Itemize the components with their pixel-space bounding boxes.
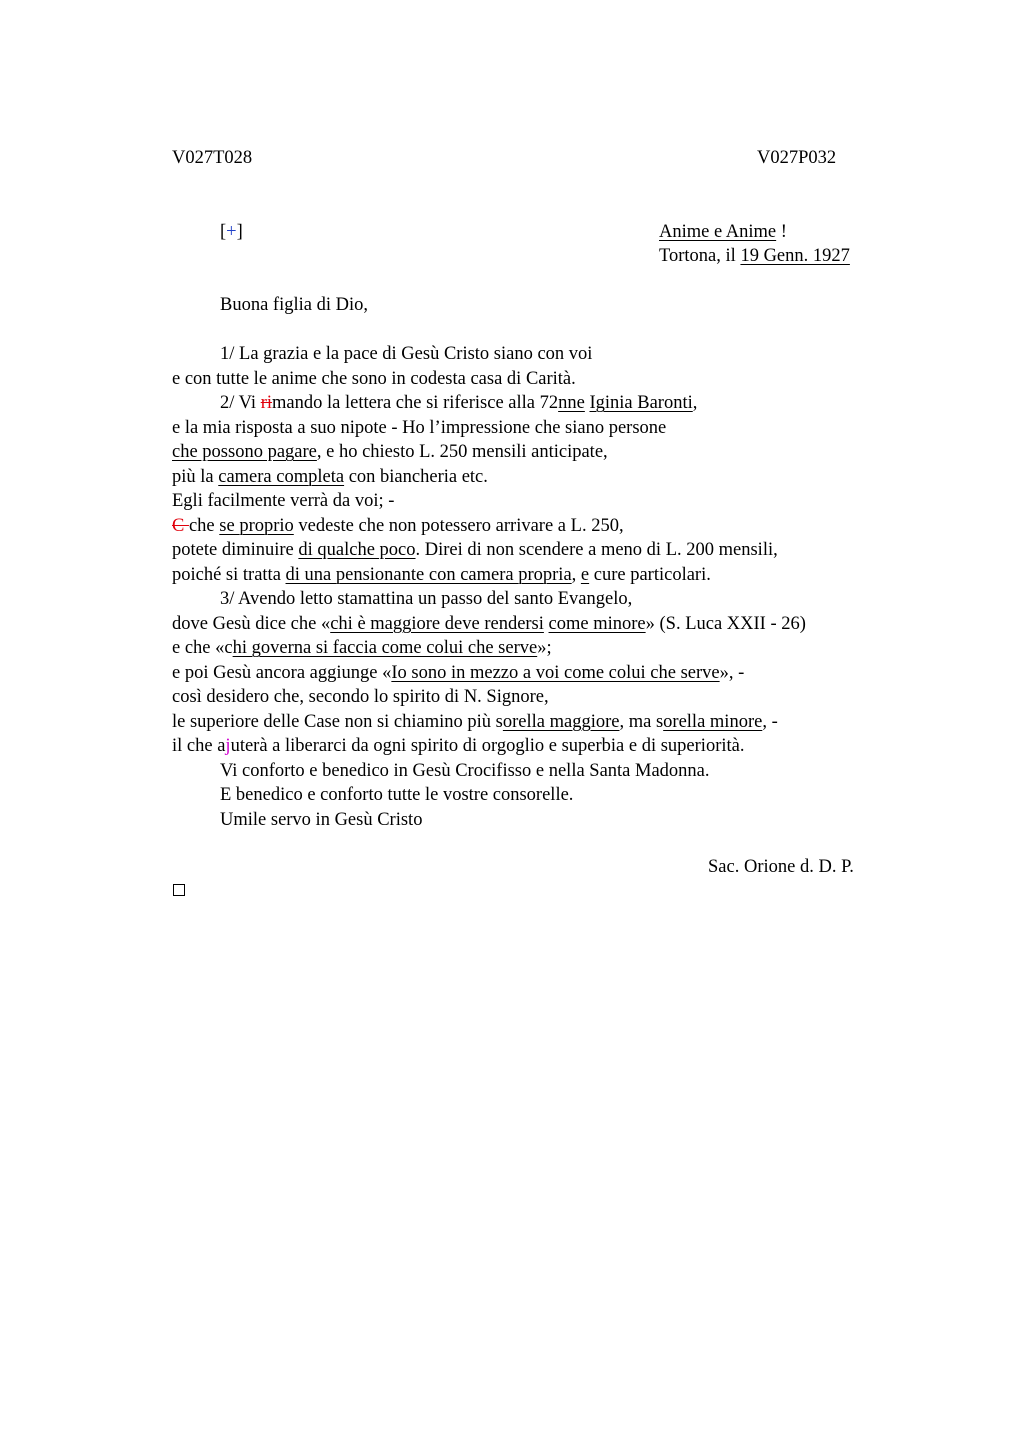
text-run: poiché si tratta: [172, 564, 286, 585]
underlined-text: che possono pagare: [172, 442, 317, 462]
text-run: . Direi di non scendere a meno di L. 200 mensili,: [415, 540, 778, 560]
motto: [659, 220, 787, 245]
motto-text: Anime e Anime: [659, 222, 777, 242]
cross-mark: [220, 220, 243, 245]
underlined-text: camera completa: [218, 466, 345, 487]
text-run: dove Gesù dice che «: [172, 613, 331, 634]
text-run: », -: [719, 662, 745, 683]
cross-icon: +: [226, 222, 237, 242]
text-run: mando la lettera che si riferisce alla 72: [272, 393, 559, 413]
text-run: » (S. Luca XXII - 26): [645, 613, 806, 634]
text-run: ,: [692, 393, 698, 413]
body-line: [172, 661, 882, 686]
underlined-text: Iginia Baronti: [589, 393, 693, 413]
body-line: 3/ Avendo letto stamattina un passo del santo Evangelo,: [220, 589, 633, 609]
deleted-text: C: [172, 515, 189, 536]
text-run: il che a: [172, 736, 226, 756]
body-line: Egli facilmente verrà da voi; -: [172, 491, 395, 511]
body-line: [172, 612, 882, 637]
body-line: [172, 391, 882, 416]
underlined-text: Io sono in mezzo a voi come colui che serve: [391, 662, 720, 683]
text-run: vedeste che non potessero arrivare a L. 250,: [293, 515, 624, 536]
letter-body: [172, 342, 882, 832]
place-date: [659, 244, 850, 269]
body-line: [172, 563, 882, 588]
text-run: »;: [537, 638, 552, 658]
underlined-text: nne: [558, 393, 585, 413]
underlined-text: chi è maggiore deve rendersi: [330, 613, 544, 634]
text-run: le superiore delle Case non si chiamino più s: [172, 711, 503, 732]
text-run: e poi Gesù ancora aggiunge «: [172, 662, 392, 683]
body-line: così desidero che, secondo lo spirito di N. Signore,: [172, 687, 549, 707]
underlined-text: orella minore: [663, 711, 763, 732]
place-prefix: Tortona, il: [659, 246, 741, 266]
underlined-text: di una pensionante con camera propria: [285, 564, 572, 585]
salutation: Buona figlia di Dio,: [220, 295, 368, 315]
text-run: cure particolari.: [589, 564, 711, 585]
underlined-text: orella maggiore: [502, 711, 620, 732]
underlined-text: di qualche poco: [298, 540, 416, 560]
body-line: e con tutte le anime che sono in codesta casa di Carità.: [172, 368, 576, 389]
bracket-open: [: [220, 222, 227, 242]
text-run: con biancheria etc.: [344, 466, 488, 487]
text-run: , -: [762, 711, 778, 732]
body-line: [172, 734, 882, 759]
closing-line: Vi conforto e benedico in Gesù Crocifisso e nella Santa Madonna.: [220, 760, 710, 781]
text-run: più la: [172, 466, 219, 487]
square-box-icon: [173, 884, 185, 896]
bracket-close: ]: [236, 222, 243, 242]
text-run: uterà a liberarci da ogni spirito di orgoglio e superbia e di superiorità.: [230, 736, 745, 756]
text-run: 2/ Vi: [220, 393, 261, 413]
body-line: [172, 465, 882, 490]
letter-date: 19 Genn. 1927: [740, 246, 850, 266]
body-line: [172, 440, 882, 465]
body-line: e la mia risposta a suo nipote - Ho l’impressione che siano persone: [172, 417, 667, 438]
text-run: , ma s: [619, 711, 664, 732]
text-run: potete diminuire: [172, 540, 299, 560]
body-line: [172, 514, 882, 539]
underlined-text: e: [580, 564, 590, 585]
signature: Sac. Orione d. D. P.: [708, 857, 854, 877]
underlined-text: hi governa si faccia come colui che serve: [232, 638, 538, 658]
document-code-left: V027T028: [172, 148, 253, 168]
inserted-text: j: [225, 736, 231, 756]
body-line: [172, 710, 882, 735]
deleted-text: ri: [260, 393, 273, 413]
closing-line: Umile servo in Gesù Cristo: [220, 809, 423, 830]
body-line: [172, 538, 882, 563]
text-run: che: [188, 515, 220, 536]
closing-line: E benedico e conforto tutte le vostre consorelle.: [220, 785, 574, 805]
motto-suffix: !: [776, 222, 787, 242]
body-line: 1/ La grazia e la pace di Gesù Cristo siano con voi: [220, 344, 593, 364]
text-run: ,: [571, 564, 581, 585]
text-run: , e ho chiesto L. 250 mensili anticipate,: [316, 442, 608, 462]
body-line: [172, 636, 882, 661]
underlined-text: se proprio: [219, 515, 294, 536]
document-code-right: V027P032: [757, 148, 837, 168]
text-run: e che «c: [172, 638, 233, 658]
underlined-text: come minore: [548, 613, 646, 634]
